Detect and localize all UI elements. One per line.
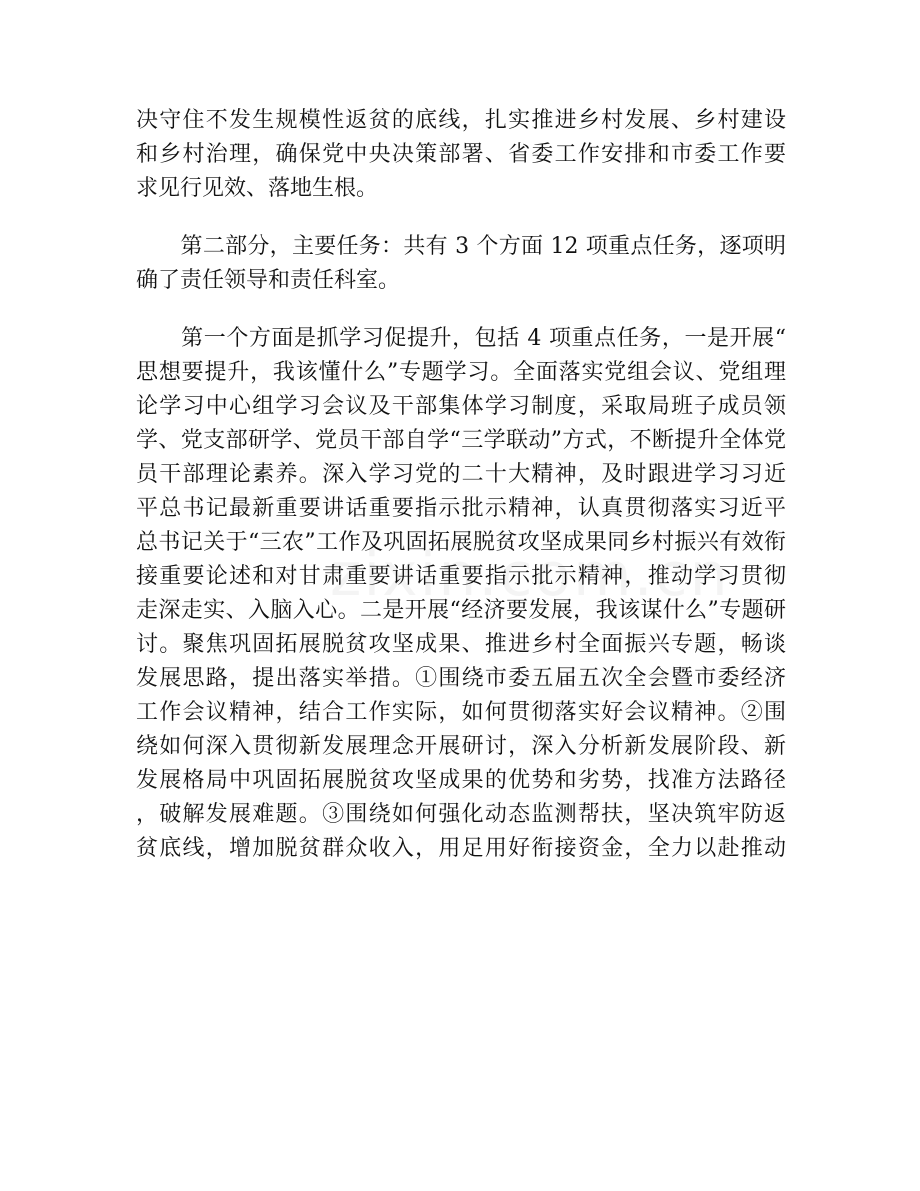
text-line: 平总书记最新重要讲话重要指示批示精神，认真贯彻落实习近平 [136, 496, 786, 521]
text-line: 求见行见效、落地生根。 [136, 176, 379, 201]
text-line: 论学习中心组学习会议及干部集体学习制度，采取局班子成员领 [136, 394, 786, 419]
text-line: 学、党支部研学、党员干部自学“三学联动”方式，不断提升全体党 [136, 428, 786, 453]
text-line: 员干部理论素养。深入学习党的二十大精神，及时跟进学习习近 [136, 462, 786, 487]
text-line: 走深走实、入脑入心。二是开展“经济要发展，我该谋什么”专题研 [136, 598, 786, 623]
text-line: 接重要论述和对甘肃重要讲话重要指示批示精神，推动学习贯彻 [136, 564, 786, 589]
text-line: 第一个方面是抓学习促提升，包括 4 项重点任务，一是开展“ [136, 326, 786, 351]
text-line: 总书记关于“三农”工作及巩固拓展脱贫攻坚成果同乡村振兴有效衔 [136, 530, 786, 555]
text-line: 思想要提升，我该懂什么”专题学习。全面落实党组会议、党组理 [136, 360, 786, 385]
text-line: 第二部分，主要任务：共有 3 个方面 12 项重点任务，逐项明 [136, 234, 786, 259]
text-line: 贫底线，增加脱贫群众收入，用足用好衔接资金，全力以赴推动 [136, 836, 786, 861]
text-line: 发展思路，提出落实举措。①围绕市委五届五次全会暨市委经济 [136, 666, 786, 691]
paragraph-2 [136, 230, 786, 298]
text-line: 发展格局中巩固拓展脱贫攻坚成果的优势和劣势，找准方法路径 [136, 768, 786, 793]
paragraph-3 [136, 322, 786, 866]
text-line: ，破解发展难题。③围绕如何强化动态监测帮扶，坚决筑牢防返 [136, 802, 786, 827]
document-body [136, 104, 786, 866]
text-line: 和乡村治理，确保党中央决策部署、省委工作安排和市委工作要 [136, 142, 786, 167]
text-line: 工作会议精神，结合工作实际，如何贯彻落实好会议精神。②围 [136, 700, 786, 725]
text-line: 讨。聚焦巩固拓展脱贫攻坚成果、推进乡村全面振兴专题，畅谈 [136, 632, 786, 657]
text-line: 决守住不发生规模性返贫的底线，扎实推进乡村发展、乡村建设 [136, 108, 786, 133]
text-line: 确了责任领导和责任科室。 [136, 268, 401, 293]
text-line: 绕如何深入贯彻新发展理念开展研讨，深入分析新发展阶段、新 [136, 734, 786, 759]
paragraph-1 [136, 104, 786, 206]
